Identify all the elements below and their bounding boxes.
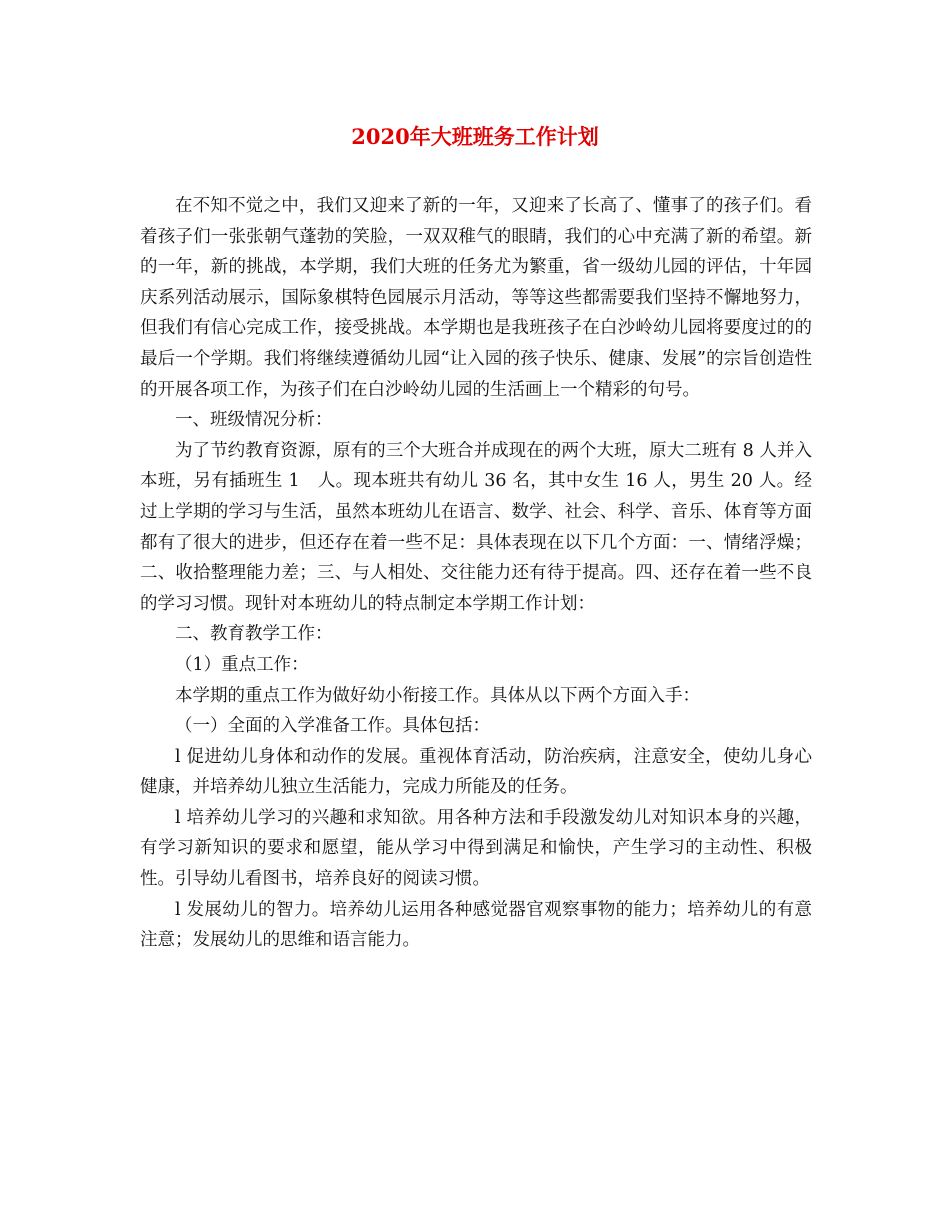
list-item-learning-interest: l 培养幼儿学习的兴趣和求知欲。用各种方法和手段激发幼儿对知识本身的兴趣，有学习新知识的要求和愿望，能从学习中得到满足和愉快，产生学习的主动性、积极性。引导幼儿看图书，培养良好的阅读习惯。 <box>140 807 812 890</box>
document-title: 2020年大班班务工作计划 <box>351 124 599 149</box>
list-item-physical-development: l 促进幼儿身体和动作的发展。重视体育活动，防治疾病，注意安全，使幼儿身心健康，并培养幼儿独立生活能力，完成力所能及的任务。 <box>140 746 812 798</box>
paragraph-class-analysis: 为了节约教育资源，原有的三个大班合并成现在的两个大班，原大二班有 8 人并入本班，另有插班生 1 人。现本班共有幼儿 36 名，其中女生 16 人，男生 20 人。经过上学期的学习与生活，虽然本班幼儿在语言、数学、社会、科学、音乐、体育等方面都有了很大的进步，但还存在着一些不足：具体表现在以下几个方面：一、情绪浮燥；二、收拾整理能力差；三、与人相处、交往能力还有待于提高。四、还存在着一些不良的学习习惯。现针对本班幼儿的特点制定本学期工作计划： <box>140 440 812 614</box>
heading-key-work: （1）重点工作： <box>175 654 309 675</box>
heading-school-preparation: （一）全面的入学准备工作。具体包括： <box>175 716 490 737</box>
heading-class-analysis: 一、班级情况分析： <box>175 410 333 431</box>
paragraph-intro: 在不知不觉之中，我们又迎来了新的一年，又迎来了长高了、懂事了的孩子们。看着孩子们一张张朝气蓬勃的笑脸，一双双稚气的眼睛，我们的心中充满了新的希望。新的一年，新的挑战，本学期，我们大班的任务尤为繁重，省一级幼儿园的评估，十年园庆系列活动展示，国际象棋特色园展示月活动，等等这些都需要我们坚持不懈地努力，但我们有信心完成工作，接受挑战。本学期也是我班孩子在白沙岭幼儿园将要度过的的最后一个学期。我们将继续遵循幼儿园“让入园的孩子快乐、健康、发展”的宗旨创造性的开展各项工作，为孩子们在白沙岭幼儿园的生活画上一个精彩的句号。 <box>140 196 812 400</box>
paragraph-key-work: 本学期的重点工作为做好幼小衔接工作。具体从以下两个方面入手： <box>175 685 700 706</box>
list-item-intelligence: l 发展幼儿的智力。培养幼儿运用各种感觉器官观察事物的能力；培养幼儿的有意注意；发展幼儿的思维和语言能力。 <box>140 899 812 951</box>
heading-education-work: 二、教育教学工作： <box>175 624 333 645</box>
document-body <box>140 191 812 956</box>
